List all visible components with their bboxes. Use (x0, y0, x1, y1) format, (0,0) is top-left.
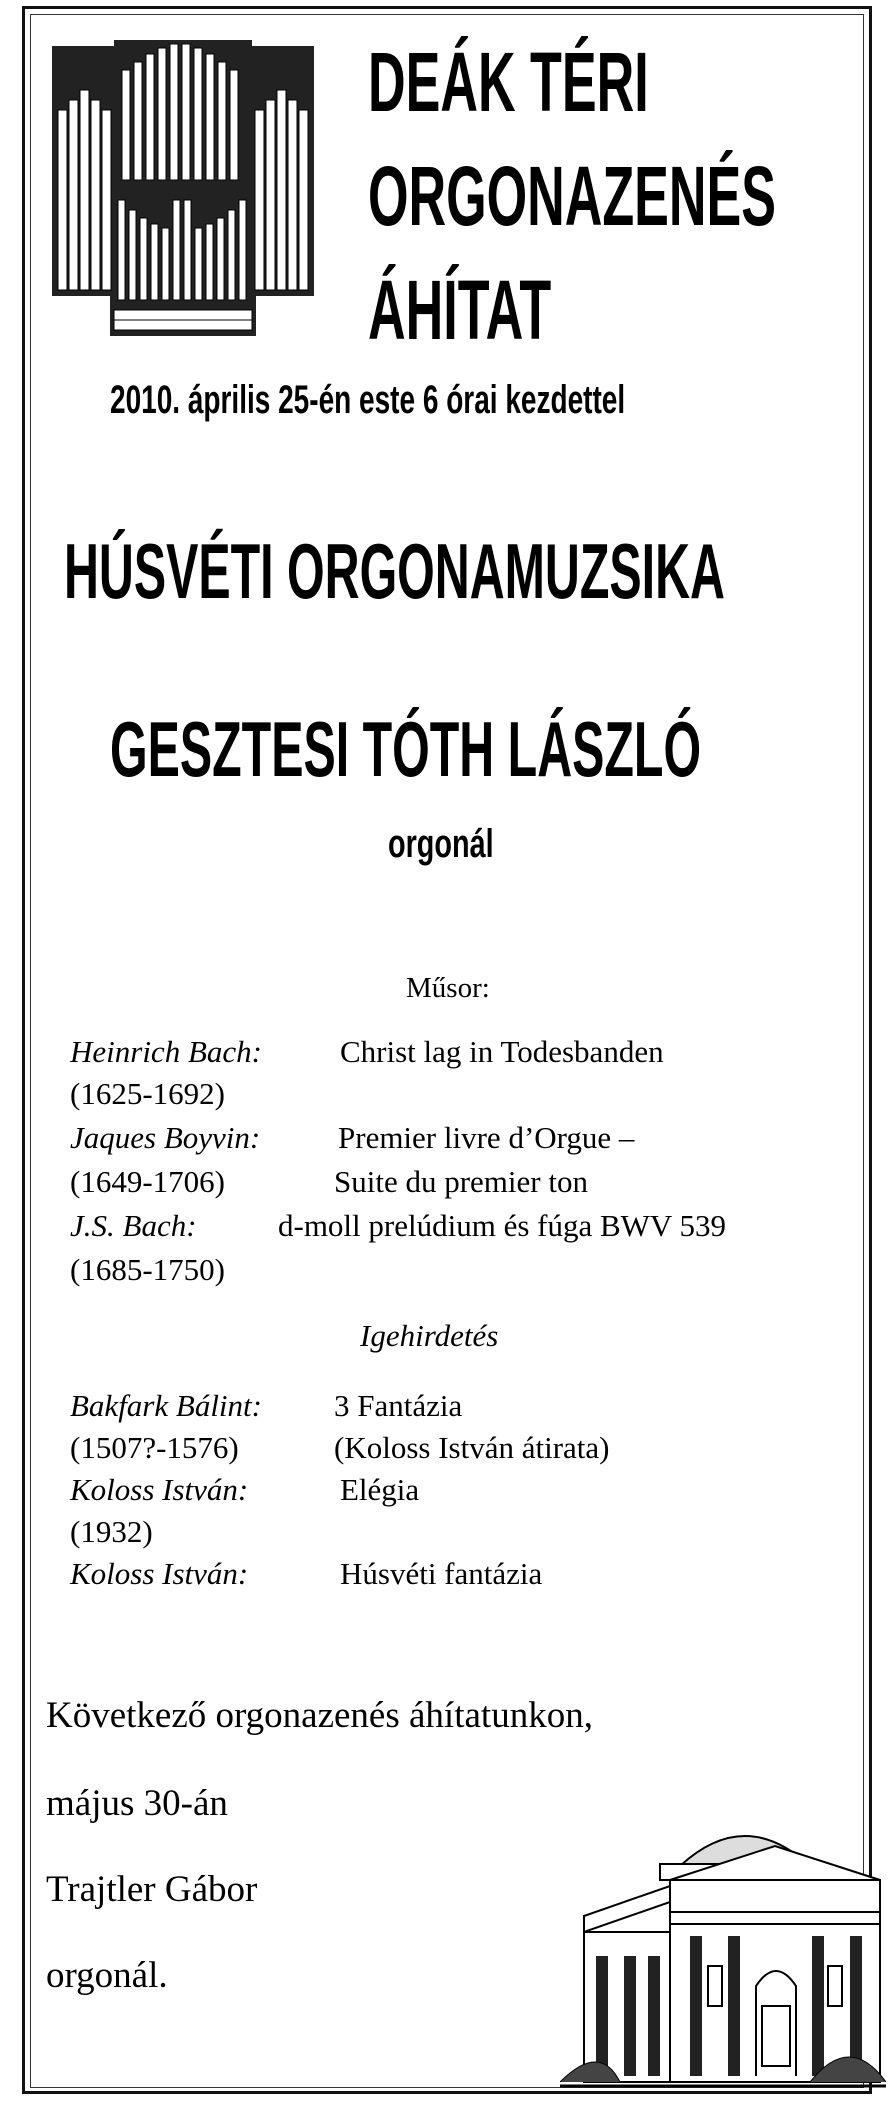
work-title: 3 Fantázia (334, 1388, 463, 1423)
title-line-1: DEÁK TÉRI (368, 35, 649, 129)
footer-line-1: Következő orgonazenés áhítatunkon, (46, 1695, 593, 1736)
performer-name: GESZTESI TÓTH LÁSZLÓ (110, 705, 702, 793)
title-line-2: ORGONAZENÉS (368, 149, 776, 243)
work-title: Christ lag in Todesbanden (340, 1034, 664, 1069)
composer-name: Koloss István: (70, 1472, 249, 1507)
footer-line-4: orgonál. (46, 1955, 168, 1996)
work-subtitle: Suite du premier ton (334, 1164, 588, 1199)
composer-years: (1932) (70, 1514, 153, 1549)
performer-role: orgonál (388, 822, 494, 866)
program-heading: Műsor: (406, 972, 490, 1004)
work-title: Húsvéti fantázia (340, 1556, 543, 1591)
composer-name: Heinrich Bach: (70, 1034, 262, 1069)
composer-years: (1649-1706) (70, 1164, 225, 1199)
composer-name: Koloss István: (70, 1556, 249, 1591)
composer-name: Jaques Boyvin: (70, 1120, 261, 1155)
composer-name: Bakfark Bálint: (70, 1388, 262, 1423)
work-title: d-moll prelúdium és fúga BWV 539 (278, 1208, 727, 1243)
pipe-organ-icon (52, 40, 314, 336)
work-title: Premier livre d’Orgue – (338, 1120, 635, 1155)
church-building-icon (560, 1806, 886, 2090)
interlude-heading: Igehirdetés (360, 1318, 499, 1353)
title-line-3: ÁHÍTAT (368, 263, 552, 357)
composer-name: J.S. Bach: (70, 1208, 197, 1243)
footer-line-3: Trajtler Gábor (46, 1869, 258, 1910)
date-line: 2010. április 25-én este 6 órai kezdettel (110, 378, 626, 422)
composer-years: (1685-1750) (70, 1252, 225, 1287)
footer-line-2: május 30-án (46, 1783, 228, 1824)
concert-title: HÚSVÉTI ORGONAMUZSIKA (64, 527, 725, 615)
composer-years: (1625-1692) (70, 1076, 225, 1111)
work-title: Elégia (340, 1472, 420, 1507)
work-subtitle: (Koloss István átirata) (334, 1430, 610, 1465)
composer-years: (1507?-1576) (70, 1430, 239, 1465)
